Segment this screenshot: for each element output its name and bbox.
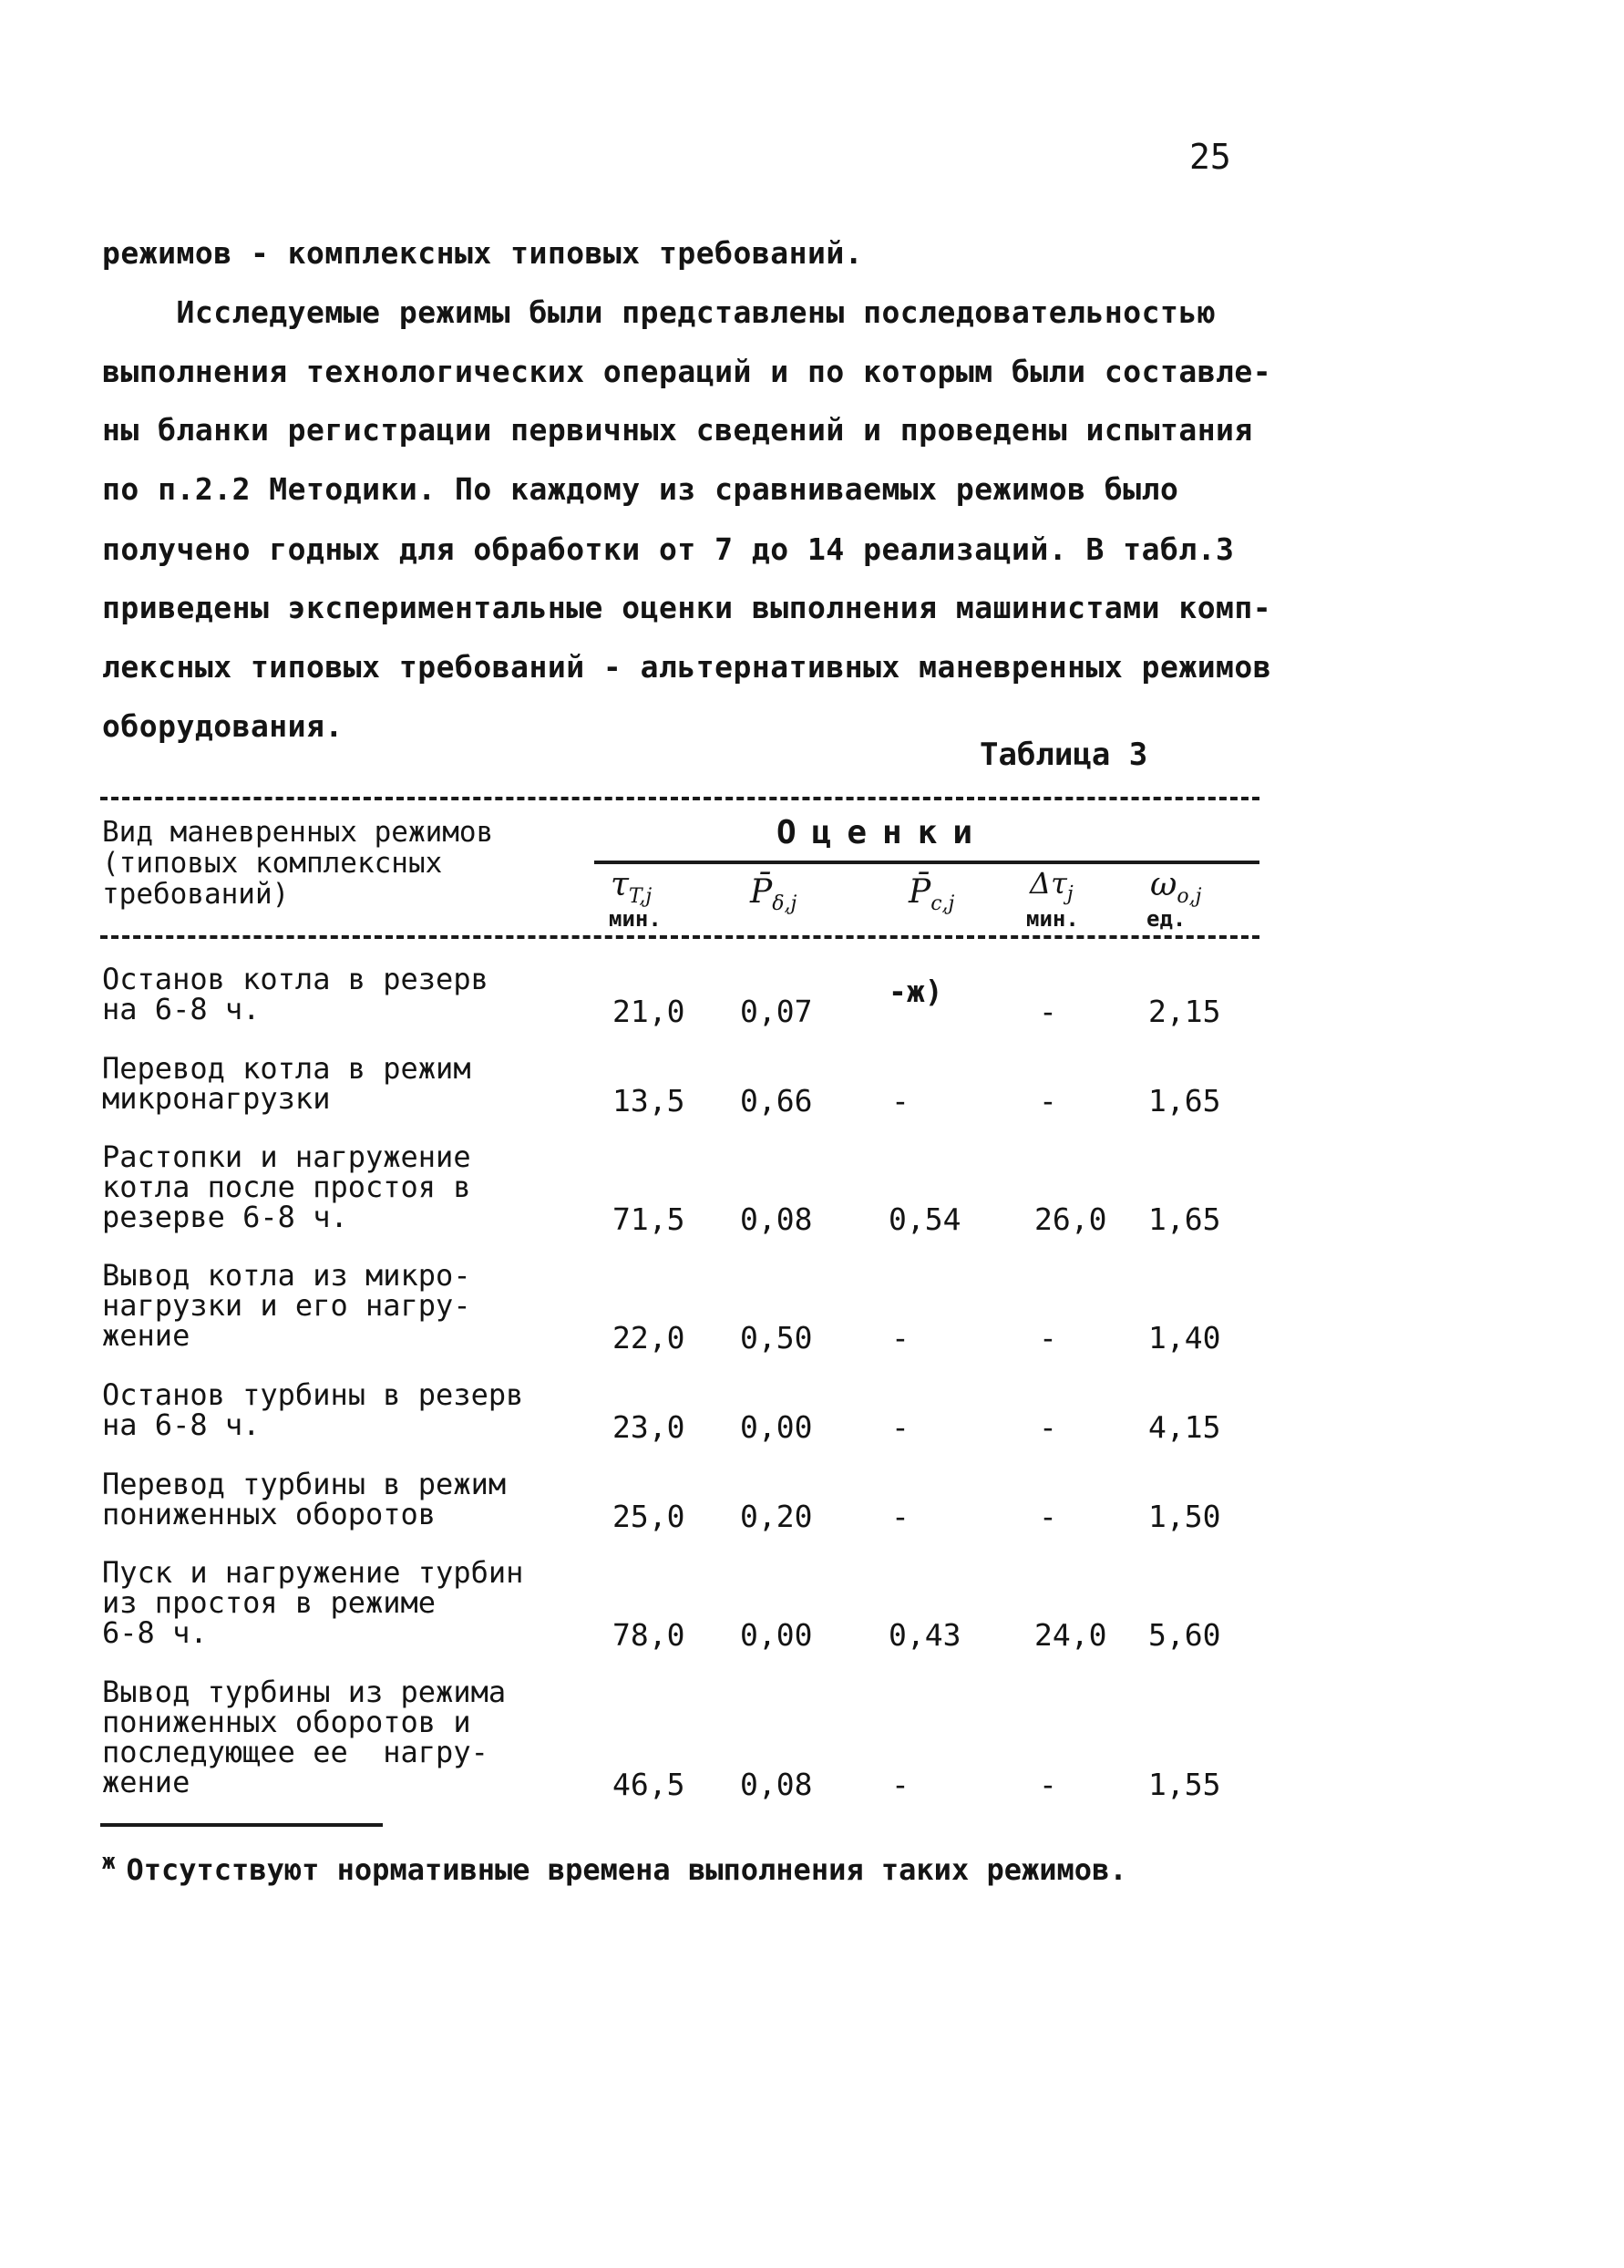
header-estimates-label: Оценки — [776, 814, 989, 851]
cell-value: 78,0 — [612, 1617, 685, 1653]
col-header-symbol: $\Delta\tau_j$ — [1030, 866, 1074, 906]
footnote-text: Отсутствуют нормативные времена выполнения таких режимов. — [126, 1852, 1127, 1887]
cell-value: 0,20 — [740, 1499, 813, 1534]
header-type-label: Вид маневренных режимов — [102, 816, 494, 849]
table-header-rule — [100, 935, 1259, 939]
cell-value: 25,0 — [612, 1499, 685, 1534]
page-number: 25 — [1189, 137, 1231, 177]
cell-value: - — [891, 1083, 910, 1119]
cell-value: 22,0 — [612, 1320, 685, 1356]
footnote-rule — [100, 1823, 383, 1827]
estimates-underline — [594, 861, 1259, 864]
cell-value: 26,0 — [1034, 1201, 1107, 1237]
cell-value: 1,65 — [1148, 1083, 1221, 1119]
table-top-rule — [100, 797, 1259, 800]
col-header-symbol: $\tau_{T,j}$ — [611, 866, 653, 909]
col-header-unit: ед. — [1146, 906, 1187, 932]
paragraph-line: режимов - комплексных типовых требований. — [102, 235, 864, 271]
cell-value: - — [1039, 1409, 1057, 1445]
row-label-line: последующее ее нагру- — [102, 1735, 488, 1769]
cell-value: - — [891, 1767, 910, 1802]
cell-value: 1,55 — [1148, 1767, 1221, 1802]
cell-value: 13,5 — [612, 1083, 685, 1119]
cell-value: 21,0 — [612, 994, 685, 1029]
cell-value: 0,66 — [740, 1083, 813, 1119]
row-label-line: Перевод котла в режим — [102, 1051, 471, 1086]
cell-value: - — [1039, 994, 1057, 1029]
cell-value: 1,65 — [1148, 1201, 1221, 1237]
paragraph-line: по п.2.2 Методики. По каждому из сравниваемых режимов было — [102, 471, 1179, 507]
col-header-symbol: $P̄_{c,j}$ — [909, 873, 955, 916]
row-label-line: микронагрузки — [102, 1081, 331, 1116]
row-label-line: Вывод котла из микро- — [102, 1258, 471, 1293]
row-label-line: жение — [102, 1318, 190, 1353]
cell-value: 0,00 — [740, 1409, 813, 1445]
row-label-line: Растопки и нагружение — [102, 1139, 471, 1174]
cell-value: 46,5 — [612, 1767, 685, 1802]
cell-value: - — [1039, 1320, 1057, 1356]
cell-value: - — [891, 1409, 910, 1445]
row-label-line: Перевод турбины в режим — [102, 1467, 507, 1501]
row-label-line: котла после простоя в — [102, 1170, 471, 1204]
cell-value: 71,5 — [612, 1201, 685, 1237]
row-label-line: Останов котла в резерв — [102, 962, 488, 996]
cell-value: - — [891, 1499, 910, 1534]
paragraph-line: выполнения технологических операций и по которым были составле- — [102, 354, 1272, 389]
row-label-line: на 6-8 ч. — [102, 1407, 261, 1442]
cell-value: - — [891, 1320, 910, 1356]
cell-value: 5,60 — [1148, 1617, 1221, 1653]
cell-value: 0,00 — [740, 1617, 813, 1653]
cell-value: 23,0 — [612, 1409, 685, 1445]
paragraph-line: получено годных для обработки от 7 до 14 реализаций. В табл.3 — [102, 531, 1235, 567]
cell-value: 24,0 — [1034, 1617, 1107, 1653]
cell-value: 0,07 — [740, 994, 813, 1029]
paragraph-line: оборудования. — [102, 708, 344, 744]
row-label-line: пониженных оборотов и — [102, 1705, 471, 1739]
row-label-line: пониженных оборотов — [102, 1497, 437, 1531]
cell-value: 1,40 — [1148, 1320, 1221, 1356]
footnote — [102, 1849, 1127, 1887]
cell-value: 0,08 — [740, 1767, 813, 1802]
col-header-symbol: $P̄_{\delta,j}$ — [750, 873, 797, 916]
paragraph-line: приведены экспериментальные оценки выполнения машинистами комп- — [102, 590, 1272, 625]
row-label-line: Останов турбины в резерв — [102, 1377, 524, 1412]
cell-value: 1,50 — [1148, 1499, 1221, 1534]
row-label-line: жение — [102, 1765, 190, 1799]
paragraph-line: Исследуемые режимы были представлены последовательностью — [102, 294, 1217, 330]
paragraph-line: ны бланки регистрации первичных сведений и проведены испытания — [102, 412, 1253, 448]
cell-value: - — [1039, 1767, 1057, 1802]
row-label-line: на 6-8 ч. — [102, 992, 261, 1026]
cell-value: 4,15 — [1148, 1409, 1221, 1445]
row-label-line: резерве 6-8 ч. — [102, 1200, 348, 1234]
cell-value: 0,54 — [889, 1201, 961, 1237]
header-type-label: (типовых комплексных — [102, 847, 443, 880]
col-header-unit: мин. — [609, 906, 662, 932]
cell-value: 2,15 — [1148, 994, 1221, 1029]
cell-value: 0,08 — [740, 1201, 813, 1237]
row-label-line: из простоя в режиме — [102, 1585, 437, 1620]
row-label-line: Вывод турбины из режима — [102, 1675, 507, 1709]
cell-value: - — [1039, 1083, 1057, 1119]
footnote-mark: ж — [102, 1849, 116, 1874]
row-label-line: 6-8 ч. — [102, 1615, 208, 1650]
cell-value: 0,50 — [740, 1320, 813, 1356]
col-header-symbol: $\omega_{o,j}$ — [1150, 866, 1202, 909]
cell-value: 0,43 — [889, 1617, 961, 1653]
table-caption: Таблица 3 — [980, 737, 1148, 773]
header-type-label: требований) — [102, 878, 290, 911]
row-label-line: Пуск и нагружение турбин — [102, 1555, 524, 1590]
cell-value: - — [1039, 1499, 1057, 1534]
row-label-line: нагрузки и его нагру- — [102, 1288, 471, 1323]
cell-value: -ж) — [889, 974, 943, 1009]
paragraph-line: лексных типовых требований - альтернативных маневренных режимов — [102, 649, 1272, 685]
col-header-unit: мин. — [1026, 906, 1079, 932]
